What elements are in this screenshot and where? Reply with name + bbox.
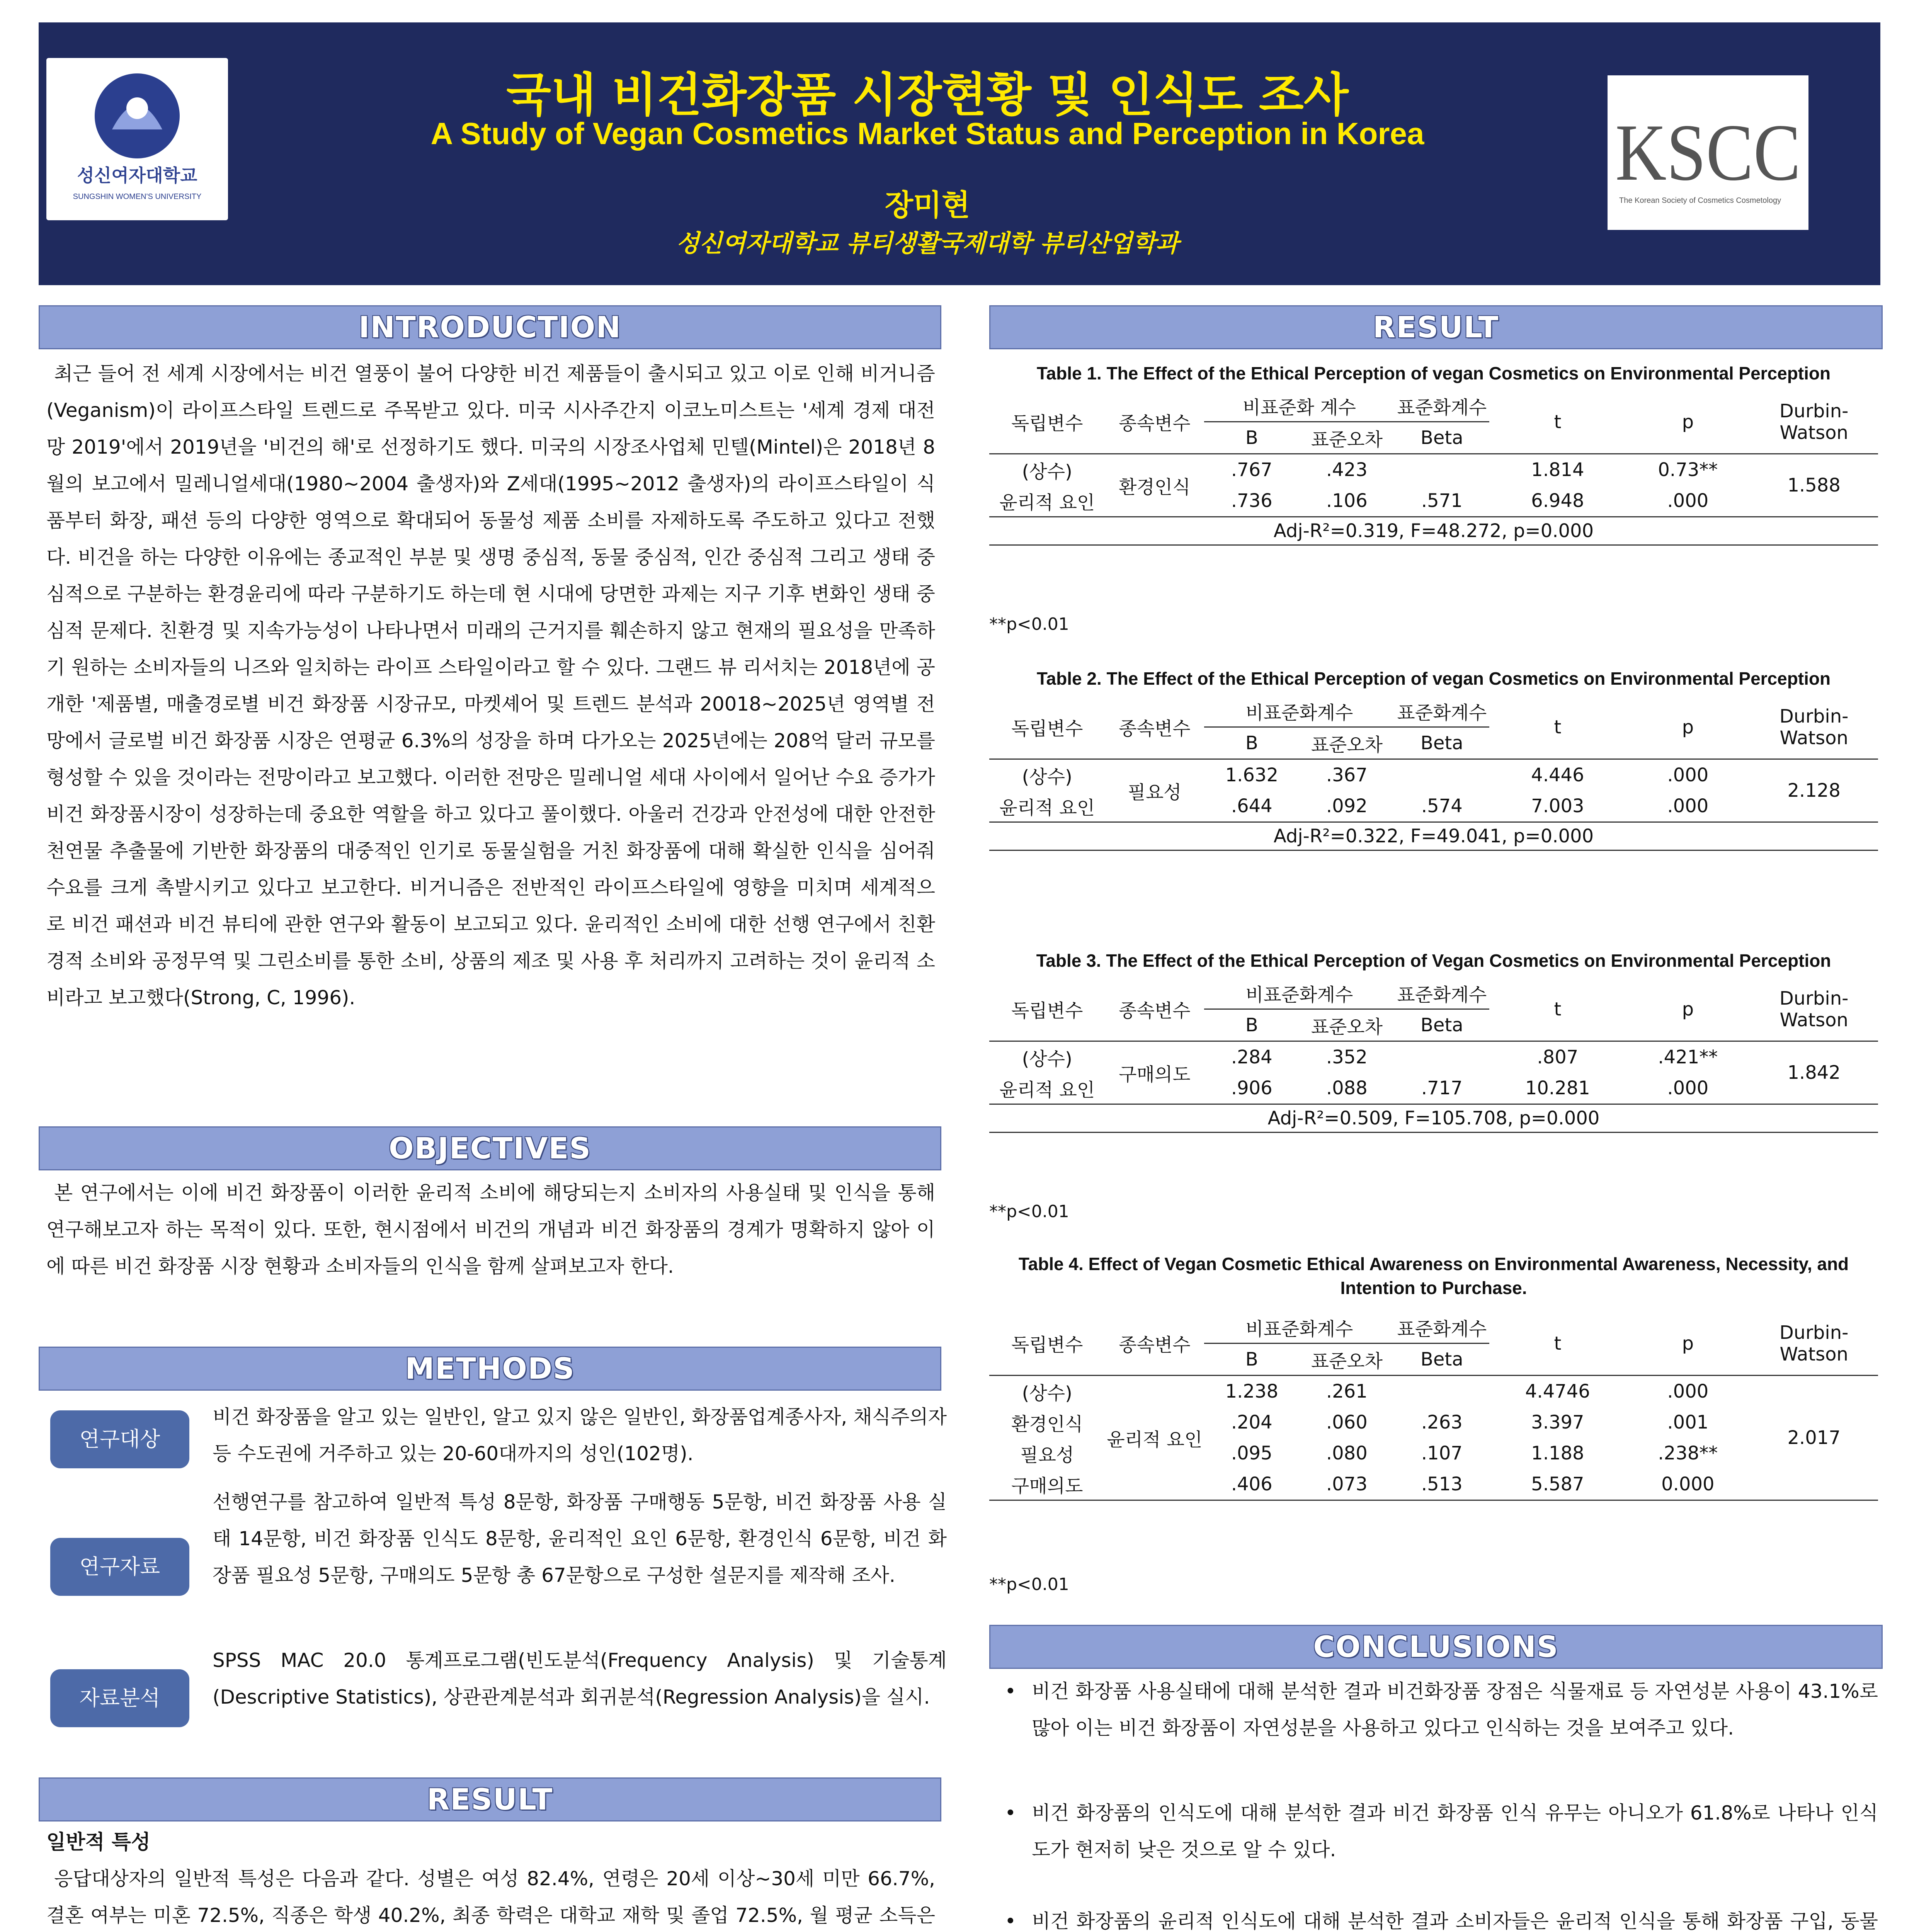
cell-iv: (상수) xyxy=(989,1376,1105,1407)
bullet-icon: • xyxy=(1005,1680,1016,1702)
section-methods: METHODS xyxy=(39,1347,941,1391)
cell-t: 1.188 xyxy=(1531,1442,1584,1464)
title-korean: 국내 비건화장품 시장현황 및 인식도 조사 xyxy=(506,68,1349,122)
th-beta: Beta xyxy=(1394,422,1489,454)
cell-p: .001 xyxy=(1667,1412,1709,1433)
logo-left-sub: SUNGSHIN WOMEN'S UNIVERSITY xyxy=(73,192,202,201)
th-beta: Beta xyxy=(1394,727,1489,759)
cell-t: 5.587 xyxy=(1489,1469,1626,1500)
section-result-right: RESULT xyxy=(989,305,1883,349)
cell-beta: .717 xyxy=(1421,1077,1463,1099)
author: 장미현 xyxy=(885,188,970,222)
cell-beta xyxy=(1394,1376,1489,1407)
th-p: p xyxy=(1682,1332,1694,1354)
th-se: 표준오차 xyxy=(1299,1344,1394,1376)
method-tag-subject: 연구대상 xyxy=(50,1410,189,1468)
table1-note: **p<0.01 xyxy=(989,614,1069,634)
cell-beta xyxy=(1394,759,1489,791)
th-unstd: 비표준화계수 xyxy=(1245,1318,1353,1340)
cell-b: .095 xyxy=(1231,1442,1273,1464)
conclusion-text: 비건 화장품의 인식도에 대해 분석한 결과 비건 화장품 인식 유무는 아니오가 61.8%로 나타나 인식도가 현저히 낮은 것으로 알 수 있다. xyxy=(1032,1802,1878,1861)
cell-se: .261 xyxy=(1299,1376,1394,1407)
cell-se: .423 xyxy=(1299,454,1394,486)
section-conclusions: CONCLUSIONS xyxy=(989,1625,1883,1669)
th-unstd: 비표준화 계수 xyxy=(1242,396,1356,418)
university-emblem-icon xyxy=(46,58,228,220)
th-p: p xyxy=(1682,411,1694,433)
cell-p: .000 xyxy=(1626,1376,1750,1407)
cell-iv: 윤리적 요인 xyxy=(999,797,1095,819)
th-std: 표준화계수 xyxy=(1397,396,1487,418)
th-t: t xyxy=(1554,411,1562,433)
th-dw: Durbin-Watson xyxy=(1779,987,1849,1031)
cell-b: .204 xyxy=(1231,1412,1273,1433)
th-iv: 독립변수 xyxy=(1011,1000,1083,1022)
objectives-text: 본 연구에서는 이에 비건 화장품이 이러한 윤리적 소비에 해당되는지 소비자의 사용실태 및 인식을 통해 연구해보고자 하는 목적이 있다. 또한, 현시점에서 비건의 개념과 비건 화장품의 경계가 명확하지 않아 이에 따른 비건 화장품 시장 현황과 소비자들의 인식을 함께 살펴보고자 한다. xyxy=(46,1182,935,1277)
conclusion-item xyxy=(1005,1795,1878,1868)
conclusion-item xyxy=(1005,1903,1878,1932)
cell-t: 3.397 xyxy=(1531,1412,1584,1433)
cell-p: 0.000 xyxy=(1626,1469,1750,1500)
table3-title: Table 3. The Effect of the Ethical Perception of Vegan Cosmetics on Environmental Perception xyxy=(1036,951,1831,971)
th-dv: 종속변수 xyxy=(1119,718,1191,740)
cell-t: .807 xyxy=(1489,1041,1626,1073)
cell-b: .284 xyxy=(1204,1041,1299,1073)
cell-se: .352 xyxy=(1299,1041,1394,1073)
th-beta: Beta xyxy=(1394,1009,1489,1041)
th-t: t xyxy=(1554,998,1562,1020)
bullet-icon: • xyxy=(1005,1910,1016,1932)
cell-beta xyxy=(1394,1041,1489,1073)
th-dv: 종속변수 xyxy=(1119,1000,1191,1022)
table1-title: Table 1. The Effect of the Ethical Perception of vegan Cosmetics on Environmental Perception xyxy=(1036,363,1831,383)
cell-se: .092 xyxy=(1326,795,1368,817)
th-t: t xyxy=(1554,716,1562,738)
cell-b: 1.632 xyxy=(1204,759,1299,791)
table1-adj: Adj-R²=0.319, F=48.272, p=0.000 xyxy=(989,517,1878,545)
th-std: 표준화계수 xyxy=(1397,1318,1487,1340)
kscc-logo xyxy=(1608,75,1808,230)
cell-b: .406 xyxy=(1204,1469,1299,1500)
cell-t: 10.281 xyxy=(1525,1077,1590,1099)
cell-se: .367 xyxy=(1299,759,1394,791)
cell-t: 4.4746 xyxy=(1489,1376,1626,1407)
th-iv: 독립변수 xyxy=(1011,718,1083,740)
cell-dv: 필요성 xyxy=(1105,759,1204,822)
th-p: p xyxy=(1682,716,1694,738)
cell-iv: (상수) xyxy=(989,759,1105,791)
th-unstd: 비표준화계수 xyxy=(1245,702,1353,724)
section-objectives: OBJECTIVES xyxy=(39,1126,941,1170)
affiliation: 성신여자대학교 뷰티생활국제대학 뷰티산업학과 xyxy=(676,229,1179,257)
th-iv: 독립변수 xyxy=(1011,1334,1083,1356)
th-dv: 종속변수 xyxy=(1119,413,1191,434)
th-t: t xyxy=(1554,1332,1562,1354)
cell-p: .000 xyxy=(1667,490,1709,512)
section-introduction: INTRODUCTION xyxy=(39,305,941,349)
cell-beta xyxy=(1394,454,1489,486)
th-b: B xyxy=(1204,727,1299,759)
cell-t: 1.814 xyxy=(1489,454,1626,486)
method-text-material: 선행연구를 참고하여 일반적 특성 8문항, 화장품 구매행동 5문항, 비건 화장품 사용 실태 14문항, 비건 화장품 인식도 8문항, 윤리적인 요인 6문항, 환경인식 6문항, 비건 화장품 필요성 5문항, 구매의도 5문항 총 67문항으로 구성한 설문지를 제작해 조사. xyxy=(213,1491,947,1587)
cell-p: .421** xyxy=(1626,1041,1750,1073)
conclusion-text: 비건 화장품 사용실태에 대해 분석한 결과 비건화장품 장점은 식물재료 등 자연성분 사용이 43.1%로 많아 이는 비건 화장품이 자연성분을 사용하고 있다고 인식하는 것을 보여주고 있다. xyxy=(1032,1680,1878,1739)
cell-dv: 구매의도 xyxy=(1105,1041,1204,1104)
cell-p: .238** xyxy=(1658,1442,1718,1464)
th-dw: Durbin-Watson xyxy=(1779,400,1849,444)
th-p: p xyxy=(1682,998,1694,1020)
cell-dv: 윤리적 요인 xyxy=(1105,1376,1204,1500)
cell-p: 0.73** xyxy=(1626,454,1750,486)
section-result-left: RESULT xyxy=(39,1777,941,1821)
logo-left-text: 성신여자대학교 xyxy=(77,165,197,186)
table2 xyxy=(989,696,1878,851)
method-tag-material: 연구자료 xyxy=(50,1538,189,1596)
conclusion-text: 비건 화장품의 윤리적 인식도에 대해 분석한 결과 소비자들은 윤리적 인식을 통해 화장품 구입, 동물 xyxy=(1032,1910,1878,1932)
result-text: 응답대상자의 일반적 특성은 다음과 같다. 성별은 여성 82.4%, 연령은 20세 이상~30세 미만 66.7%, 결혼 여부는 미혼 72.5%, 직종은 학생 40.2%, 최종 학력은 대학교 재학 및 졸업 72.5%, 월 평균 소득은 xyxy=(46,1867,935,1927)
table3 xyxy=(989,978,1878,1133)
method-text-analysis: SPSS MAC 20.0 통계프로그램(빈도분석(Frequency Analysis) 및 기술통계(Descriptive Statistics), 상관관계분석과 회귀분석(Regression Analysis)을 실시. xyxy=(213,1649,947,1708)
cell-iv: 윤리적 요인 xyxy=(999,1079,1095,1101)
cell-b: .736 xyxy=(1231,490,1273,512)
th-unstd: 비표준화계수 xyxy=(1245,984,1353,1006)
table4-note: **p<0.01 xyxy=(989,1575,1069,1594)
cell-b: .644 xyxy=(1231,795,1273,817)
cell-iv: 필요성 xyxy=(1020,1444,1074,1466)
cell-beta: .571 xyxy=(1421,490,1463,512)
th-dw: Durbin-Watson xyxy=(1779,1321,1849,1365)
cell-iv: 구매의도 xyxy=(989,1469,1105,1500)
th-b: B xyxy=(1204,1344,1299,1376)
cell-iv: 윤리적 요인 xyxy=(999,492,1095,514)
th-b: B xyxy=(1204,422,1299,454)
cell-t: 7.003 xyxy=(1531,795,1584,817)
method-text-subject: 비건 화장품을 알고 있는 일반인, 알고 있지 않은 일반인, 화장품업계종사자, 채식주의자 등 수도권에 거주하고 있는 20-60대까지의 성인(102명). xyxy=(213,1406,947,1465)
cell-se: .073 xyxy=(1299,1469,1394,1500)
th-b: B xyxy=(1204,1009,1299,1041)
table3-adj: Adj-R²=0.509, F=105.708, p=0.000 xyxy=(989,1104,1878,1133)
introduction-text: 최근 들어 전 세계 시장에서는 비건 열풍이 불어 다양한 비건 제품들이 출시되고 있고 이로 인해 비거니즘(Veganism)이 라이프스타일 트렌드로 주목받고 있다. 미국 시사주간지 이코노미스트는 '세계 경제 대전망 2019'에서 2019년을 '비건의 해'로 선정하기도 했다. 미국의 시장조사업체 민텔(Mintel)은 2018년 8월의 보고에서 밀레니얼세대(1980~2004 출생자)와 Z세대(1995~2012 출생자)의 라이프스타일이 식품부터 화장, 패션 등의 다양한 영역으로 확대되어 동물성 제품 소비를 자제하도록 주도하고 있다고 전했다. 비건을 하는 다양한 이유에는 종교적인 부분 및 생명 중심적, 동물 중심적, 인간 중심적 그리고 생태 중심적으로 구분하는 환경윤리에 따라 구분하기도 하는데 현 시대에 당면한 과제는 지구 기후 변화인 생태 중심적 문제다. 친환경 및 지속가능성이 나타나면서 미래의 근거지를 훼손하지 않고 현재의 필요성을 만족하기 원하는 소비자들의 니즈와 일치하는 라이프 스타일이라고 할 수 있다. 그랜드 뷰 리서치는 2018년에 공개한 '제품별, 매출경로별 비건 화장품 시장규모, 마켓셰어 및 트렌드 분석과 20018~2025년 영역별 전망에서 글로벌 비건 화장품 시장은 연평균 6.3%의 성장을 하며 다가오는 2025년에는 208억 달러 규모를 형성할 수 있을 것이라는 전망이라고 보고했다. 이러한 전망은 밀레니얼 세대 사이에서 일어난 수요 증가가 비건 화장품시장이 성장하는데 중요한 역할을 하고 있다고 풀이했다. 아울러 건강과 안전성에 대한 안전한 천연물 추출물에 기반한 화장품의 대중적인 인기로 동물실험을 거친 화장품에 대해 확실한 인식을 심어줘 수요를 크게 촉발시키고 있다고 보고한다. 비거니즘은 전반적인 라이프스타일에 영향을 미치며 세계적으로 비건 패션과 비건 뷰티에 관한 연구와 활동이 보고되고 있다. 윤리적인 소비에 대한 선행 연구에서 친환경적 소비와 공정무역 및 그린소비를 통한 소비, 상품의 제조 및 사용 후 처리까지 고려하는 것이 윤리적 소비라고 보고했다(Strong, C, 1996). xyxy=(46,362,935,1009)
cell-iv: (상수) xyxy=(989,1041,1105,1073)
table4-title: Table 4. Effect of Vegan Cosmetic Ethical Awareness on Environmental Awareness, Necessity, and Intention to Purchase. xyxy=(1018,1254,1849,1298)
th-dv: 종속변수 xyxy=(1119,1334,1191,1356)
cell-dw: 2.017 xyxy=(1750,1376,1878,1500)
cell-p: .000 xyxy=(1667,1077,1709,1099)
table2-title: Table 2. The Effect of the Ethical Perception of vegan Cosmetics on Environmental Perception xyxy=(1036,668,1831,689)
cell-dw: 1.842 xyxy=(1750,1041,1878,1104)
cell-b: .767 xyxy=(1204,454,1299,486)
th-se: 표준오차 xyxy=(1299,1009,1394,1041)
cell-se: .088 xyxy=(1326,1077,1368,1099)
th-iv: 독립변수 xyxy=(1011,413,1083,434)
cell-dw: 2.128 xyxy=(1750,759,1878,822)
cell-p: .000 xyxy=(1626,759,1750,791)
th-se: 표준오차 xyxy=(1299,727,1394,759)
th-se: 표준오차 xyxy=(1299,422,1394,454)
cell-b: 1.238 xyxy=(1204,1376,1299,1407)
cell-b: .906 xyxy=(1231,1077,1273,1099)
th-std: 표준화계수 xyxy=(1397,702,1487,724)
conclusion-item xyxy=(1005,1673,1878,1747)
cell-t: 4.446 xyxy=(1489,759,1626,791)
kscc-emblem-icon xyxy=(1608,75,1808,230)
cell-beta: .107 xyxy=(1421,1442,1463,1464)
th-beta: Beta xyxy=(1394,1344,1489,1376)
table4 xyxy=(989,1312,1878,1501)
logo-right-text: KSCC xyxy=(1615,108,1801,197)
table2-adj: Adj-R²=0.322, F=49.041, p=0.000 xyxy=(989,822,1878,850)
university-logo xyxy=(46,58,228,220)
th-std: 표준화계수 xyxy=(1397,984,1487,1006)
cell-se: .080 xyxy=(1326,1442,1368,1464)
cell-beta: .513 xyxy=(1394,1469,1489,1500)
cell-iv: (상수) xyxy=(989,454,1105,486)
table3-note: **p<0.01 xyxy=(989,1202,1069,1221)
cell-p: .000 xyxy=(1667,795,1709,817)
cell-beta: .574 xyxy=(1421,795,1463,817)
cell-beta: .263 xyxy=(1421,1412,1463,1433)
cell-se: .106 xyxy=(1326,490,1368,512)
logo-right-sub: The Korean Society of Cosmetics Cosmetology xyxy=(1619,196,1781,205)
cell-t: 6.948 xyxy=(1531,490,1584,512)
cell-iv: 환경인식 xyxy=(1011,1413,1083,1435)
cell-se: .060 xyxy=(1326,1412,1368,1433)
cell-dv: 환경인식 xyxy=(1105,454,1204,517)
table1 xyxy=(989,390,1878,546)
result-subtitle: 일반적 특성 xyxy=(46,1831,151,1854)
th-dw: Durbin-Watson xyxy=(1779,705,1849,749)
method-tag-analysis: 자료분석 xyxy=(50,1669,189,1727)
cell-dw: 1.588 xyxy=(1750,454,1878,517)
title-english: A Study of Vegan Cosmetics Market Status and Perception in Korea xyxy=(430,116,1424,151)
bullet-icon: • xyxy=(1005,1802,1016,1824)
